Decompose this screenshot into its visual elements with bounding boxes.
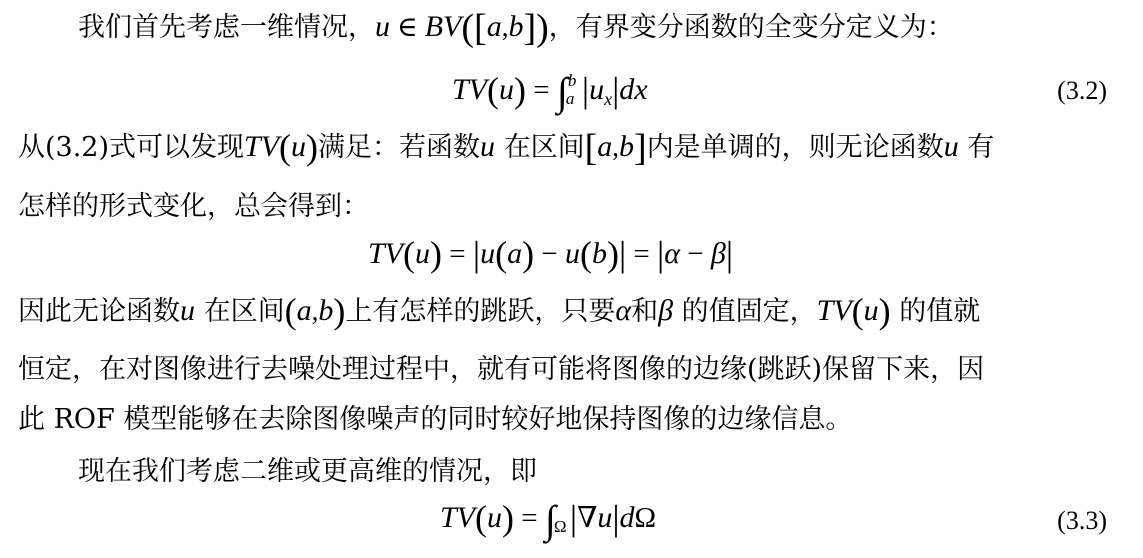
paragraph-jump-line3: 此 ROF 模型能够在去除图像噪声的同时较好地保持图像的边缘信息。: [18, 404, 853, 435]
equation-number-3-2: (3.2): [1057, 76, 1107, 105]
paragraph-higher-dim: 现在我们考虑二维或更高维的情况，即: [78, 456, 537, 487]
equation-3-2: TV(u) = ∫ b a $|u_x|dx$: [452, 69, 648, 114]
paragraph-tv-monotone: 从(3.2)式可以发现TV(u)满足：若函数u 在区间[a,b]内是单调的，则无论函数u 有: [18, 127, 995, 169]
equation-number-3-3: (3.3): [1057, 506, 1107, 535]
paragraph-tv-monotone-line2: 怎样的形式变化，总会得到：: [18, 191, 369, 222]
paragraph-intro: 我们首先考虑一维情况，u ∈ BV([a,b])，有界变分函数的全变分定义为：: [78, 7, 954, 49]
paragraph-jump-line2: 恒定，在对图像进行去噪处理过程中，就有可能将图像的边缘(跳跃)保留下来，因: [18, 354, 985, 385]
intro-text-prefix: 我们首先考虑一维情况，: [78, 12, 375, 43]
equation-3-3: TV(u) = ∫ Ω |∇u|dΩ: [440, 497, 657, 542]
intro-text-suffix: ，有界变分函数的全变分定义为：: [548, 12, 954, 43]
math-u-in-bv: u: [375, 10, 390, 43]
paragraph-jump: 因此无论函数u 在区间(a,b)上有怎样的跳跃，只要α和β 的值固定，TV(u) 的值就: [18, 291, 981, 331]
equation-tv-alpha-beta: TV(u) = |u(a) − u(b)| = |α − β|: [368, 234, 734, 274]
